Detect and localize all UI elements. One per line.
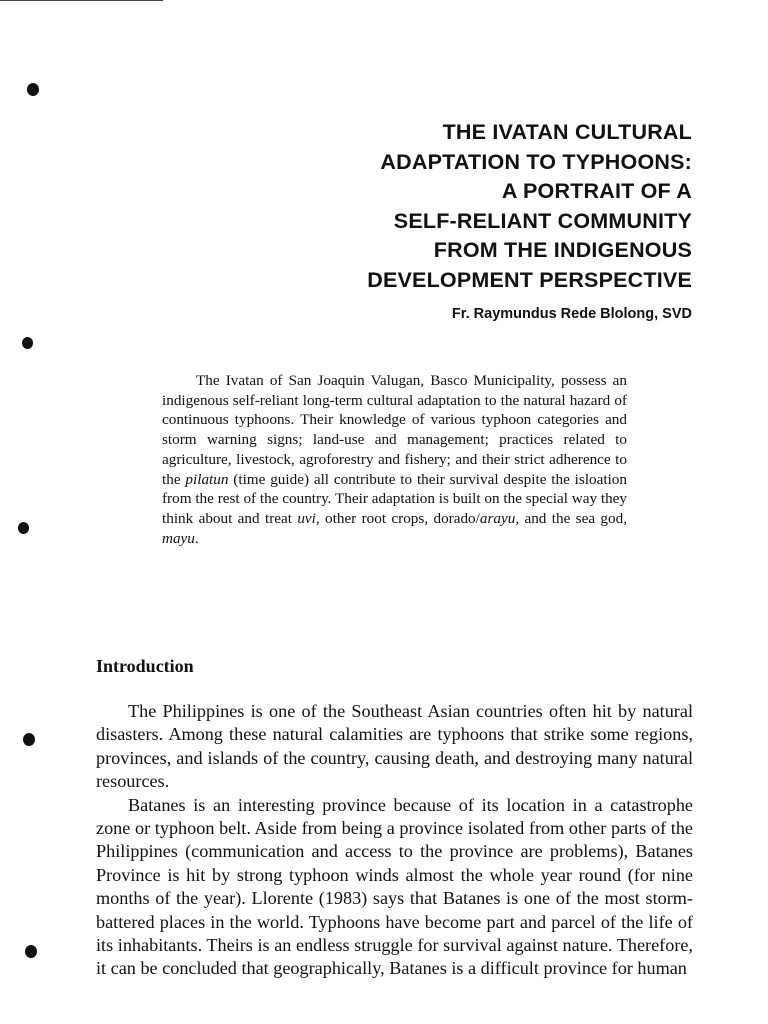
term-pilatun: pilatun: [185, 470, 229, 488]
title-line: DEVELOPMENT PERSPECTIVE: [367, 267, 692, 292]
title-line: FROM THE INDIGENOUS: [433, 238, 692, 263]
punch-hole-2: [22, 337, 33, 349]
abstract-text: .: [194, 529, 199, 547]
abstract-text: The Ivatan of San Joaquin Valugan, Basco Municipality, possess an indigenous self-reliant long-term cultural adaptation to the natural hazard of continuous typhoons. Their knowledge of various typhoon categories and storm warning signs; land-use and management; practices related to agriculture, livestock, agroforestry and fishery; and their strict adherence to the: [162, 372, 627, 488]
introduction-body: [96, 700, 693, 981]
term-uvi: uvi: [297, 509, 316, 527]
abstract-text: , and the sea god,: [515, 509, 627, 527]
title-line: A PORTRAIT OF A: [501, 179, 692, 204]
abstract-text: , other root crops, dorado/: [315, 509, 480, 527]
body-paragraph: Batanes is an interesting province because of its location in a catastrophe zone or typhoon belt. Aside from being a province isolated from other parts of the Philippines (communication and access to the province are problems), Batanes Province is hit by strong typhoon winds almost the whole year round (for nine months of the year). Llorente (1983) says that Batanes is one of the most storm-battered places in the world. Typhoons have become part and parcel of the life of its inhabitants. Theirs is an endless struggle for survival against nature. Therefore, it can be concluded that geographically, Batanes is a difficult province for human: [96, 794, 693, 979]
title-line: ADAPTATION TO TYPHOONS:: [380, 149, 692, 174]
punch-hole-3: [18, 522, 29, 534]
punch-hole-1: [27, 83, 39, 96]
body-paragraph: The Philippines is one of the Southeast Asian countries often hit by natural disasters. Among these natural calamities are typhoons that strike some regions, provinces, and islands of the country, causing death, and destroying many natural resources.: [96, 701, 693, 792]
title-line: SELF-RELIANT COMMUNITY: [393, 208, 692, 233]
abstract-paragraph: [162, 371, 627, 548]
punch-hole-5: [25, 945, 37, 958]
term-arayu: arayu: [479, 509, 516, 527]
abstract-text: (time guide) all contribute to their survival despite the isloation from the rest of the country. Their adaptation is built on the special way they think about and treat: [162, 470, 627, 527]
article-title: [252, 118, 692, 296]
top-rule: [0, 0, 163, 1]
author-byline: Fr. Raymundus Rede Blolong, SVD: [451, 306, 692, 322]
punch-hole-4: [23, 733, 35, 746]
title-line: THE IVATAN CULTURAL: [442, 120, 692, 144]
abstract: [162, 371, 627, 548]
term-mayu: mayu: [162, 529, 195, 547]
section-heading-introduction: Introduction: [96, 656, 194, 676]
